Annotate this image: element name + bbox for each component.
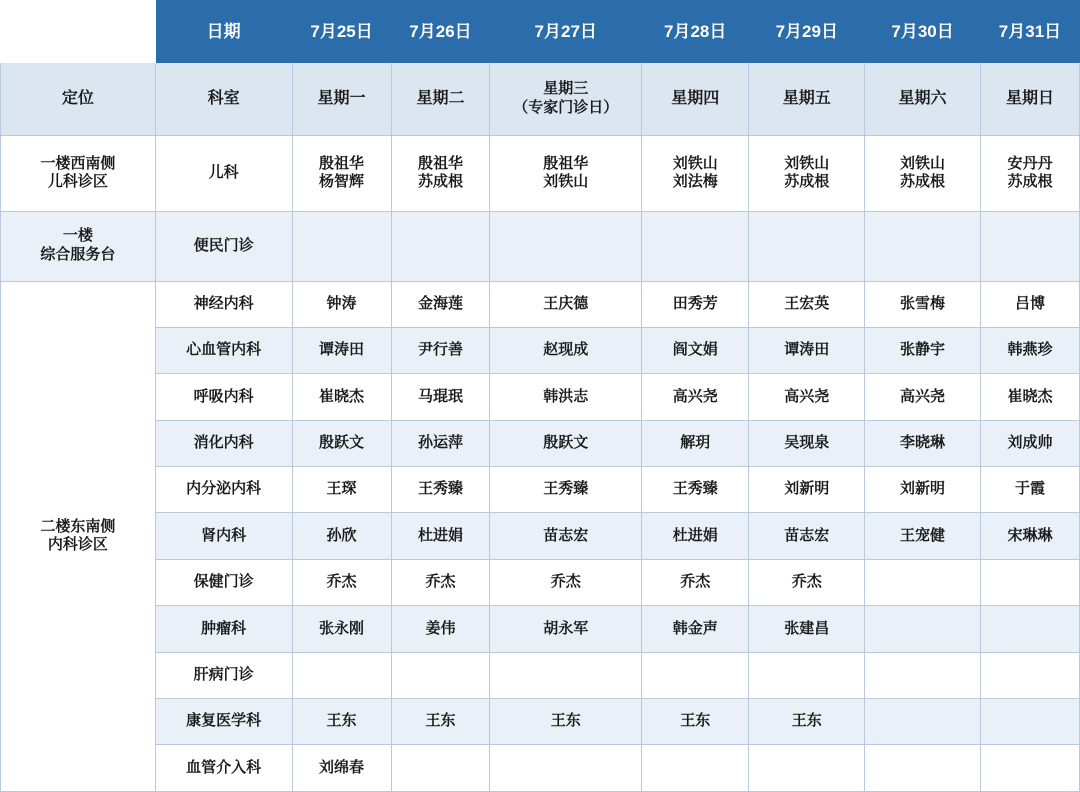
doctor-cell [749,374,865,420]
doctor-name: 刘绵春 [319,758,365,776]
location-line-1: 一楼 [62,227,93,245]
location-column-header: 定位 [1,63,156,136]
doctor-name: 张静宇 [900,341,946,359]
doctor-name: 杨智辉 [319,173,365,191]
doctor-cell [391,467,490,513]
doctor-cell [292,211,391,281]
doctor-cell [642,211,749,281]
doctor-cell [865,135,981,211]
doctor-cell [490,211,642,281]
doctor-cell [980,374,1079,420]
doctor-cell [980,745,1079,792]
department-cell: 便民门诊 [155,211,292,281]
department-cell: 肝病门诊 [155,652,292,698]
doctor-name: 杜进娟 [672,526,718,544]
doctor-cell [980,420,1079,466]
doctor-cell [490,135,642,211]
doctor-cell [292,513,391,559]
location-line-2: 儿科诊区 [47,173,108,191]
doctor-name: 田秀芳 [672,294,718,312]
doctor-cell [391,652,490,698]
doctor-name: 苏成根 [784,173,830,191]
doctor-name: 阎文娟 [672,341,718,359]
doctor-name: 王宏英 [784,294,830,312]
doctor-cell [865,513,981,559]
doctor-name: 刘铁山 [784,154,830,172]
doctor-cell [642,559,749,605]
doctor-cell [490,374,642,420]
doctor-name: 王东 [791,712,822,730]
doctor-cell [391,699,490,745]
doctor-name: 王庆德 [543,294,589,312]
doctor-cell [292,327,391,373]
doctor-cell [749,211,865,281]
doctor-name: 张建昌 [784,619,830,637]
doctor-name: 金海莲 [417,294,463,312]
department-cell: 保健门诊 [155,559,292,605]
doctor-cell [749,281,865,327]
doctor-cell [749,420,865,466]
location-line-1: 一楼西南侧 [40,154,116,172]
doctor-cell [490,652,642,698]
header-date-3: 7月27日 [490,1,642,63]
table-row [1,281,1080,327]
weekday-7: 星期日 [980,63,1079,136]
doctor-cell [490,281,642,327]
doctor-name: 苗志宏 [784,526,830,544]
doctor-cell [642,420,749,466]
doctor-name: 刘新明 [900,480,946,498]
header-date-1: 7月25日 [292,1,391,63]
doctor-cell [980,699,1079,745]
location-cell [1,281,156,792]
weekday-3-line2: （专家门诊日） [513,99,619,117]
doctor-cell [865,467,981,513]
doctor-cell [292,374,391,420]
doctor-cell [865,420,981,466]
doctor-cell [391,745,490,792]
header-date-4: 7月28日 [642,1,749,63]
doctor-cell [642,374,749,420]
doctor-cell [391,559,490,605]
doctor-name: 吕博 [1014,294,1045,312]
doctor-name: 刘铁山 [900,154,946,172]
table-row [1,652,1080,698]
doctor-cell [642,606,749,652]
doctor-cell [749,135,865,211]
doctor-cell [749,513,865,559]
doctor-cell [391,281,490,327]
doctor-cell [292,699,391,745]
doctor-name: 吴现泉 [784,433,830,451]
department-cell: 肿瘤科 [155,606,292,652]
doctor-cell [749,652,865,698]
weekday-1: 星期一 [292,63,391,136]
doctor-cell [865,559,981,605]
doctor-name: 韩洪志 [543,387,589,405]
doctor-cell [391,211,490,281]
doctor-name: 刘新明 [784,480,830,498]
location-line-2: 内科诊区 [47,536,108,554]
doctor-name: 殷跃文 [319,433,365,451]
doctor-name: 高兴尧 [672,387,718,405]
doctor-cell [642,652,749,698]
department-cell: 血管介入科 [155,745,292,792]
doctor-name: 殷祖华 [319,154,365,172]
doctor-name: 苏成根 [900,173,946,191]
department-cell: 心血管内科 [155,327,292,373]
doctor-cell [391,513,490,559]
doctor-cell [292,745,391,792]
doctor-cell [980,467,1079,513]
doctor-cell [980,559,1079,605]
table-row [1,135,1080,211]
doctor-name: 解玥 [680,433,711,451]
doctor-name: 殷跃文 [543,433,589,451]
doctor-name: 谭涛田 [784,341,830,359]
location-line-1: 二楼东南侧 [40,517,116,535]
doctor-name: 李晓琳 [900,433,946,451]
doctor-name: 马琨珉 [417,387,463,405]
doctor-cell [292,420,391,466]
table-row [1,513,1080,559]
doctor-cell [980,135,1079,211]
doctor-name: 张雪梅 [900,294,946,312]
doctor-name: 胡永军 [543,619,589,637]
doctor-name: 赵现成 [543,341,589,359]
location-line-2: 综合服务台 [40,246,116,264]
doctor-cell [749,327,865,373]
doctor-cell [865,606,981,652]
table-row [1,420,1080,466]
weekday-5: 星期五 [749,63,865,136]
doctor-name: 王琛 [326,480,357,498]
doctor-cell [749,745,865,792]
doctor-cell [490,745,642,792]
doctor-cell [865,281,981,327]
header-date-7: 7月31日 [980,1,1079,63]
doctor-name: 姜伟 [425,619,456,637]
doctor-cell [292,652,391,698]
doctor-cell [490,699,642,745]
doctor-cell [980,513,1079,559]
doctor-cell [865,374,981,420]
doctor-cell [490,420,642,466]
doctor-cell [292,135,391,211]
doctor-cell [980,327,1079,373]
doctor-cell [391,420,490,466]
doctor-cell [391,606,490,652]
doctor-name: 刘成帅 [1007,433,1053,451]
department-cell: 消化内科 [155,420,292,466]
doctor-cell [642,281,749,327]
weekday-2: 星期二 [391,63,490,136]
doctor-name: 殷祖华 [417,154,463,172]
doctor-cell [749,606,865,652]
location-cell [1,211,156,281]
doctor-name: 韩金声 [672,619,718,637]
dept-column-header: 科室 [155,63,292,136]
doctor-cell [490,606,642,652]
doctor-name: 王秀臻 [672,480,718,498]
department-cell: 肾内科 [155,513,292,559]
doctor-name: 苏成根 [417,173,463,191]
doctor-name: 王东 [680,712,711,730]
doctor-cell [490,559,642,605]
doctor-name: 乔杰 [326,573,357,591]
table-row [1,211,1080,281]
doctor-name: 于霞 [1014,480,1045,498]
table-row [1,699,1080,745]
doctor-cell [642,699,749,745]
doctor-name: 崔晓杰 [1007,387,1053,405]
doctor-name: 高兴尧 [784,387,830,405]
department-cell: 呼吸内科 [155,374,292,420]
doctor-name: 苗志宏 [543,526,589,544]
doctor-cell [865,745,981,792]
doctor-cell [865,327,981,373]
header-corner-cell [1,1,156,63]
doctor-cell [391,374,490,420]
doctor-cell [642,327,749,373]
table-row [1,606,1080,652]
table-row [1,327,1080,373]
doctor-cell [980,606,1079,652]
doctor-name: 韩燕珍 [1007,341,1053,359]
doctor-cell [490,327,642,373]
department-cell: 儿科 [155,135,292,211]
doctor-cell [642,135,749,211]
doctor-name: 苏成根 [1007,173,1053,191]
doctor-cell [980,211,1079,281]
department-cell: 神经内科 [155,281,292,327]
doctor-name: 王东 [550,712,581,730]
department-cell: 康复医学科 [155,699,292,745]
doctor-name: 刘法梅 [672,173,718,191]
doctor-name: 王秀臻 [417,480,463,498]
doctor-cell [865,652,981,698]
doctor-cell [642,745,749,792]
header-date-6: 7月30日 [865,1,981,63]
header-date-label: 日期 [155,1,292,63]
doctor-name: 刘铁山 [543,173,589,191]
doctor-cell [749,559,865,605]
doctor-name: 王宠健 [900,526,946,544]
doctor-cell [642,513,749,559]
weekday-row [1,63,1080,136]
doctor-name: 王秀臻 [543,480,589,498]
table-row [1,467,1080,513]
doctor-cell [391,327,490,373]
weekday-4: 星期四 [642,63,749,136]
doctor-name: 乔杰 [680,573,711,591]
doctor-name: 张永刚 [319,619,365,637]
doctor-cell [391,135,490,211]
doctor-cell [980,652,1079,698]
doctor-name: 孙欣 [326,526,357,544]
doctor-name: 崔晓杰 [319,387,365,405]
header-date-2: 7月26日 [391,1,490,63]
doctor-cell [292,281,391,327]
doctor-name: 殷祖华 [543,154,589,172]
doctor-name: 高兴尧 [900,387,946,405]
weekday-3-line1: 星期三 [543,80,589,98]
table-row [1,559,1080,605]
schedule-body [1,1,1080,792]
doctor-name: 孙运萍 [417,433,463,451]
doctor-cell [865,699,981,745]
doctor-name: 杜进娟 [417,526,463,544]
doctor-cell [749,699,865,745]
header-date-5: 7月29日 [749,1,865,63]
doctor-cell [642,467,749,513]
doctor-name: 王东 [425,712,456,730]
doctor-cell [749,467,865,513]
doctor-name: 宋琳琳 [1007,526,1053,544]
table-row [1,374,1080,420]
doctor-name: 尹行善 [417,341,463,359]
table-header-row [1,1,1080,63]
doctor-cell [292,559,391,605]
doctor-name: 安丹丹 [1007,154,1053,172]
doctor-name: 乔杰 [791,573,822,591]
weekday-6: 星期六 [865,63,981,136]
department-cell: 内分泌内科 [155,467,292,513]
doctor-name: 刘铁山 [672,154,718,172]
doctor-cell [980,281,1079,327]
doctor-name: 谭涛田 [319,341,365,359]
doctor-name: 钟涛 [326,294,357,312]
doctor-cell [292,606,391,652]
doctor-cell [490,467,642,513]
doctor-cell [490,513,642,559]
weekday-3 [490,63,642,136]
doctor-cell [292,467,391,513]
doctor-name: 乔杰 [425,573,456,591]
location-cell [1,135,156,211]
doctor-name: 乔杰 [550,573,581,591]
doctor-cell [865,211,981,281]
doctor-name: 王东 [326,712,357,730]
table-row [1,745,1080,792]
